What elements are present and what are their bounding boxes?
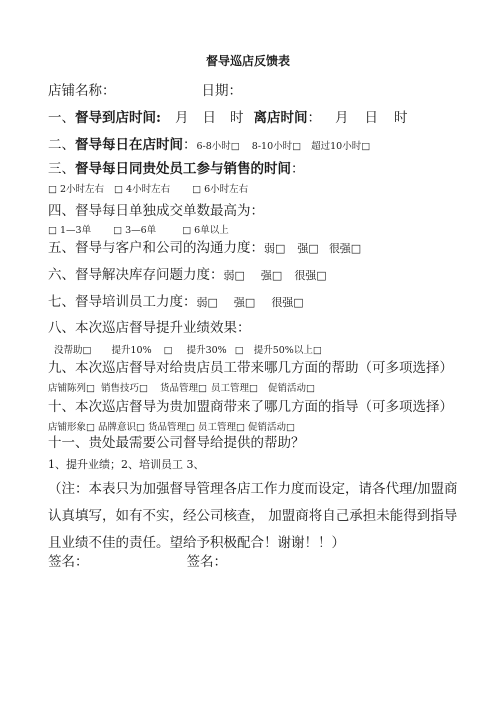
q1-arrive-label: 督导到店时间: xyxy=(75,110,161,126)
store-name-label: 店铺名称： xyxy=(48,83,116,99)
q6-option-strong[interactable]: 强□ xyxy=(260,269,283,282)
q11-sub: 1、提升业绩；2、培训员工 3、 xyxy=(48,458,205,471)
q5-row xyxy=(48,236,361,256)
q6-text: 六、督导解决库存问题力度： xyxy=(48,267,224,283)
q9-option-promotion[interactable]: 促销活动□ xyxy=(267,383,315,394)
q9-option-sales-skills[interactable]: 销售技巧□ xyxy=(100,383,148,394)
q5-option-very-strong[interactable]: 很强□ xyxy=(328,242,362,255)
q8-option-10-checkbox[interactable]: □ xyxy=(163,345,173,356)
q10-text: 十、本次巡店督导为贵加盟商带来了哪几方面的指导（可多项选择） xyxy=(48,399,453,415)
q9-option-display[interactable]: 店铺陈列□ xyxy=(48,383,95,394)
q1-leave-label: 离店时间 xyxy=(253,110,308,126)
signature-label-1: 签名： xyxy=(48,554,89,570)
q1-day2: 日 xyxy=(364,110,378,126)
q4-options xyxy=(48,222,229,236)
q1-month: 月 xyxy=(174,110,189,126)
q4-option-6plus[interactable]: □ 6单以上 xyxy=(182,225,229,236)
form-title: 督导巡店反馈表 xyxy=(205,54,290,68)
q9-option-goods-mgmt[interactable]: 货品管理□ xyxy=(159,383,207,394)
q3-colon: ： xyxy=(291,161,305,177)
q3-option-2h[interactable]: □ 2小时左右 xyxy=(48,184,105,195)
q2-prefix: 二、 xyxy=(48,137,75,153)
q1-leave-colon: ： xyxy=(307,110,321,126)
date-label: 日期： xyxy=(201,83,242,99)
q2-option-over-10h[interactable]: 超过10小时□ xyxy=(311,141,371,152)
q8-option-30-checkbox[interactable]: □ xyxy=(234,345,244,356)
q1-row xyxy=(48,106,407,126)
q5-option-strong[interactable]: 强□ xyxy=(297,242,319,255)
q11-text: 十一、贵处最需要公司督导给提供的帮助？ xyxy=(48,435,305,451)
q3-option-6h[interactable]: □ 6小时左右 xyxy=(192,184,249,195)
q5-option-weak[interactable]: 弱□ xyxy=(264,242,286,255)
q7-row xyxy=(48,290,304,310)
q1-month2: 月 xyxy=(334,110,349,126)
q7-text: 七、督导培训员工力度： xyxy=(48,294,197,310)
q6-option-weak[interactable]: 弱□ xyxy=(223,269,245,282)
q7-option-very-strong[interactable]: 很强□ xyxy=(271,296,304,309)
q4-text: 四、督导每日单独成交单数最高为： xyxy=(48,203,264,219)
q9-options xyxy=(48,380,315,394)
store-date-row xyxy=(48,79,242,99)
q6-option-very-strong[interactable]: 很强□ xyxy=(294,269,327,282)
note-paragraph: （注：本表只为加强督导管理各店工作力度而设定，请各代理/加盟商认真填写，如有不实，经公司核查， 加盟商将自己承担未能得到指导且业绩不佳的责任。望给予积极配合！谢谢！！） xyxy=(48,481,458,551)
q2-label: 督导每日在店时间 xyxy=(75,137,183,153)
q3-label: 督导每日同贵处员工参与销售的时间 xyxy=(75,161,291,177)
q4-option-1-3[interactable]: □ 1—3单 xyxy=(48,225,92,236)
q8-option-30-label: 提升30% xyxy=(186,345,227,356)
q8-text: 八、本次巡店督导提升业绩效果： xyxy=(48,320,251,336)
q2-colon: ： xyxy=(183,137,197,153)
q2-option-8-10h[interactable]: 8-10小时□ xyxy=(251,141,302,152)
q7-option-strong[interactable]: 强□ xyxy=(233,296,256,309)
q7-option-weak[interactable]: 弱□ xyxy=(196,296,218,309)
q8-option-50plus[interactable]: 提升50%以上□ xyxy=(253,345,322,356)
signature-label-2: 签名： xyxy=(186,554,227,570)
q1-hour2: 时 xyxy=(393,110,408,126)
q3-row xyxy=(48,157,305,177)
q3-option-4h[interactable]: □ 4小时左右 xyxy=(114,184,171,195)
q4-option-3-6[interactable]: □ 3—6单 xyxy=(113,225,157,236)
q8-options xyxy=(48,342,322,356)
q9-option-staff-mgmt[interactable]: 员工管理□ xyxy=(210,383,258,394)
q6-row xyxy=(48,263,327,283)
signature-row xyxy=(48,550,227,570)
q3-options xyxy=(48,181,248,195)
q8-option-10-label: 提升10% xyxy=(111,345,152,356)
q2-option-6-8h[interactable]: 6-8小时□ xyxy=(196,141,240,152)
q2-row xyxy=(48,133,370,153)
q9-text: 九、本次巡店督导对给贵店员工带来哪几方面的帮助（可多项选择） xyxy=(48,360,453,376)
q5-text: 五、督导与客户和公司的沟通力度： xyxy=(48,240,264,256)
q1-day: 日 xyxy=(202,110,216,126)
q1-prefix: 一、 xyxy=(48,110,75,126)
q8-option-no-help[interactable]: 没帮助□ xyxy=(54,345,92,356)
q1-hour: 时 xyxy=(229,110,244,126)
q10-options[interactable]: 店铺形象□ 品牌意识□ 货品管理□ 员工管理□ 促销活动□ xyxy=(48,422,295,433)
q3-prefix: 三、 xyxy=(48,161,75,177)
